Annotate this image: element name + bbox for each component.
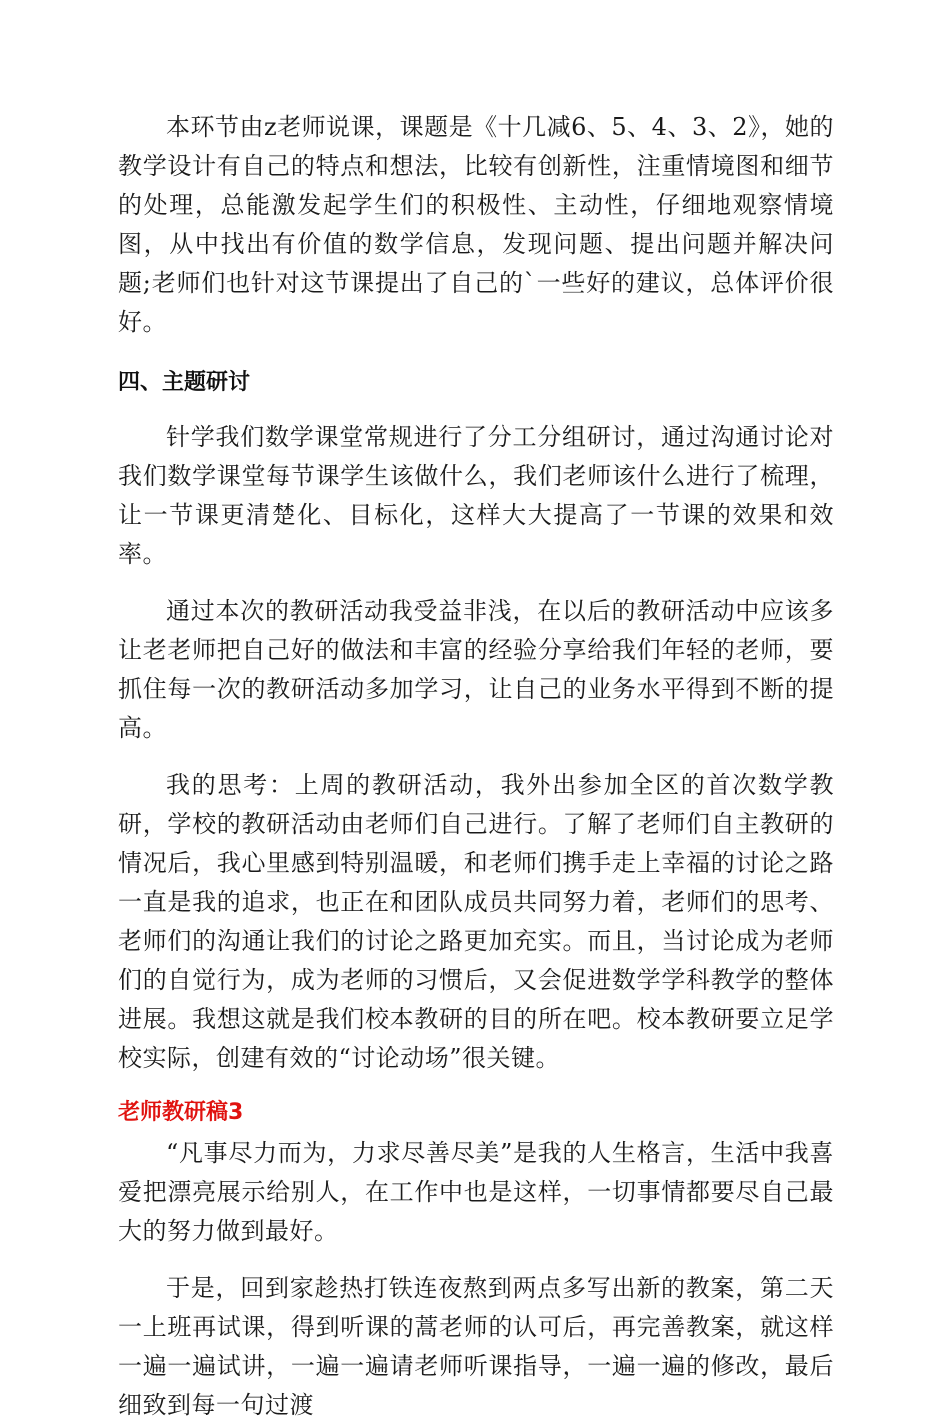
- document-page: [118, 108, 834, 1425]
- paragraph-lesson-preparation: 于是，回到家趁热打铁连夜熬到两点多写出新的教案，第二天一上班再试课，得到听课的蒿老师的认可后，再完善教案，就这样一遍一遍试讲，一遍一遍请老师听课指导，一遍一遍的修改，最后细致到每一句过渡: [118, 1274, 834, 1419]
- paragraph-benefit: 通过本次的教研活动我受益非浅，在以后的教研活动中应该多让老老师把自己好的做法和丰富的经验分享给我们年轻的老师，要抓住每一次的教研活动多加学习，让自己的业务水平得到不断的提高。: [118, 597, 834, 742]
- paragraph-my-thoughts: 我的思考：上周的教研活动，我外出参加全区的首次数学教研，学校的教研活动由老师们自己进行。了解了老师们自主教研的情况后，我心里感到特别温暖，和老师们携手走上幸福的讨论之路一直是我的追求，也正在和团队成员共同努力着，老师们的思考、老师们的沟通让我们的讨论之路更加充实。而且，当讨论成为老师们的自觉行为，成为老师的习惯后，又会促进数学学科教学的整体进展。我想这就是我们校本教研的目的所在吧。校本教研要立足学校实际，创建有效的“讨论动场”很关键。: [118, 771, 834, 1072]
- section-heading-topic-discussion: 四、主题研讨: [118, 370, 251, 395]
- paragraph-group-discussion: 针学我们数学课堂常规进行了分工分组研讨，通过沟通讨论对我们数学课堂每节课学生该做什么，我们老师该什么进行了梳理，让一节课更清楚化、目标化，这样大大提高了一节课的效果和效率。: [118, 423, 834, 568]
- paragraph-lesson-review: 本环节由z老师说课，课题是《十几减6、5、4、3、2》，她的教学设计有自己的特点和想法，比较有创新性，注重情境图和细节的处理，总能激发起学生们的积极性、主动性，仔细地观察情境图，从中找出有价值的数学信息，发现问题、提出问题并解决问题;老师们也针对这节课提出了自己的`一些好的建议，总体评价很好。: [118, 113, 834, 336]
- paragraph-motto: “凡事尽力而为，力求尽善尽美”是我的人生格言，生活中我喜爱把漂亮展示给别人，在工作中也是这样，一切事情都要尽自己最大的努力做到最好。: [118, 1139, 834, 1245]
- section-heading-teacher-draft-3: 老师教研稿3: [118, 1100, 244, 1125]
